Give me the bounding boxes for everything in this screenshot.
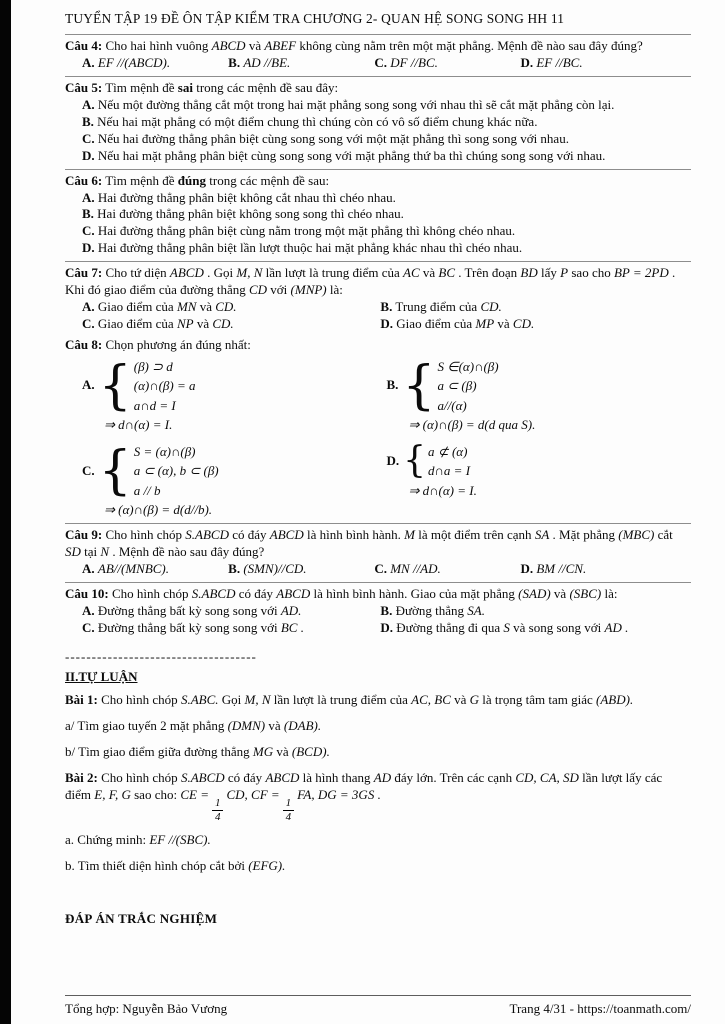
q5-option-b-key: B. (82, 113, 94, 129)
footer-row (65, 1001, 691, 1018)
question-9-text: Cho hình chóp S.ABCD có đáy ABCD là hình bình hành. M là một điểm trên cạnh SA . Mặt phẳng (MBC) cắt SD tại N . Mệnh đề nào sau đây đúng? (65, 527, 673, 560)
case-line: a ⊄ (α) (428, 443, 468, 459)
q10-option-a-key: A. (82, 602, 95, 618)
section-divider (65, 34, 691, 35)
q6-option-d-text: Hai đường thẳng phân biệt lần lượt thuộc hai mặt phẳng khác nhau thì chéo nhau. (97, 240, 523, 256)
q4-option-b-text: AD //BE. (243, 55, 291, 71)
page-content (65, 6, 691, 928)
q5-option-a-text: Nếu một đường thẳng cắt một trong hai mặt phẳng song song với nhau thì sẽ cắt mặt phẳng còn lại. (97, 97, 615, 113)
section-divider (65, 169, 691, 170)
q7-option-b-key: B. (380, 298, 393, 314)
q8-option-c-conclusion: ⇒ (α)∩(β) = d(d//b). (104, 502, 213, 518)
q8-option-c-key: C. (82, 462, 95, 478)
q7-option-d-key: D. (380, 315, 394, 331)
exercise-2-item-b: b. Tìm thiết diện hình chóp cắt bởi (EFG). (65, 857, 286, 873)
question-9-options (65, 561, 691, 578)
q6-option-a-key: A. (82, 189, 95, 205)
q5-option-c-text: Nếu hai đường thẳng phân biệt cùng song song với một mặt phẳng thì song song với nhau. (97, 130, 569, 146)
footer-author: Tổng hợp: Nguyễn Bảo Vương (65, 1001, 228, 1017)
q10-option-a-text: Đường thẳng bất kỳ song song với AD. (97, 602, 302, 618)
q8-option-b-key: B. (386, 377, 399, 393)
q7-option-d-text: Giao điểm của MP và CD. (396, 315, 535, 331)
exercise-2 (65, 770, 691, 875)
question-7-label: Câu 7: (65, 265, 103, 281)
q7-option-c-text: Giao điểm của NP và CD. (97, 315, 234, 331)
question-7-text: Cho tứ diện ABCD . Gọi M, N lần lượt là trung điểm của AC và BC . Trên đoạn BD lấy P sao cho BP = 2PD . Khi đó giao điểm của đường thẳng CD với (MNP) là: (65, 265, 676, 297)
question-8-label: Câu 8: (65, 336, 103, 352)
q9-option-d-key: D. (520, 561, 534, 577)
q5-option-b (82, 114, 691, 131)
question-6-stem (65, 173, 691, 190)
q7-option-c-key: C. (82, 315, 95, 331)
case-line: a//(α) (437, 397, 467, 413)
question-8-options (65, 357, 691, 520)
q6-option-c-text: Hai đường thẳng phân biệt cùng nằm trong một mặt phẳng thì không chéo nhau. (97, 223, 516, 239)
question-6-text: Tìm mệnh đề đúng trong các mệnh đề sau: (105, 172, 330, 188)
q6-option-d-key: D. (82, 240, 95, 256)
exercise-1-item-b: b/ Tìm giao điểm giữa đường thẳng MG và (BCD). (65, 744, 330, 760)
q6-option-b-key: B. (82, 206, 94, 222)
exercise-2-text-3: FA, DG = 3GS . (297, 787, 381, 803)
q9-option-b-text: (SMN)//CD. (243, 561, 307, 577)
left-brace: { (402, 355, 436, 416)
q5-option-d (82, 148, 691, 165)
q4-option-a-key: A. (82, 55, 95, 71)
exercise-1-label: Bài 1: (65, 692, 98, 708)
q10-option-b-text: Đường thẳng SA. (395, 602, 485, 618)
question-5-text: Tìm mệnh đề sai trong các mệnh đề sau đây: (105, 80, 339, 96)
q10-option-a (82, 603, 380, 620)
question-5-options (65, 97, 691, 165)
question-6-options (65, 190, 691, 258)
exercise-2-text-1: Cho hình chóp S.ABCD có đáy ABCD là hình thang AD đáy lớn. Trên các cạnh CD, CA, SD lần lượt lấy các điểm E, F, G sao cho: CE = (65, 770, 663, 803)
document-title: TUYỂN TẬP 19 ĐỀ ÔN TẬP KIỂM TRA CHƯƠNG 2- QUAN HỆ SONG SONG HH 11 (65, 11, 565, 26)
q10-option-b (380, 603, 691, 620)
q10-option-c (82, 620, 380, 637)
q6-option-b-text: Hai đường thẳng phân biệt không song song thì chéo nhau. (97, 206, 404, 222)
case-line: S = (α)∩(β) (133, 443, 196, 459)
q5-option-d-key: D. (82, 147, 95, 163)
footer-divider (65, 995, 691, 996)
fraction-numerator: 1 (283, 798, 295, 811)
q8-option-a-key: A. (82, 377, 95, 393)
q7-option-a-text: Giao điểm của MN và CD. (97, 298, 237, 314)
fraction-one-fourth (212, 798, 224, 823)
q4-option-d-text: EF //BC. (536, 55, 583, 71)
q6-option-c-key: C. (82, 223, 95, 239)
q5-option-c (82, 131, 691, 148)
left-brace: { (98, 441, 132, 502)
section-divider (65, 582, 691, 583)
q9-option-b (228, 561, 374, 578)
question-9-label: Câu 9: (65, 527, 103, 543)
q9-option-c (374, 561, 520, 578)
fraction-numerator: 1 (212, 798, 224, 811)
essay-section-heading: II.TỰ LUẬN (65, 668, 138, 684)
exercise-1 (65, 692, 691, 761)
q6-option-d (82, 240, 691, 257)
q10-option-d-key: D. (380, 619, 394, 635)
q10-option-b-key: B. (380, 602, 393, 618)
question-5 (65, 80, 691, 164)
q9-option-b-key: B. (228, 561, 241, 577)
question-4-text: Cho hai hình vuông ABCD và ABEF không cùng nằm trên một mặt phẳng. Mệnh đề nào sau đây đúng? (105, 38, 643, 54)
q9-option-a (82, 561, 228, 578)
q8-option-d-conclusion: ⇒ d∩(α) = I. (408, 482, 477, 498)
exercise-1-item-a: a/ Tìm giao tuyến 2 mặt phẳng (DMN) và (DAB). (65, 718, 322, 734)
fraction-one-fourth (283, 798, 295, 823)
q8-option-a-system (82, 357, 387, 416)
q6-option-a (82, 190, 691, 207)
case-line: S ∈(α)∩(β) (437, 358, 499, 374)
case-line: (α)∩(β) = a (133, 378, 196, 394)
q8-option-b (387, 357, 692, 434)
q6-option-b (82, 206, 691, 223)
q10-option-c-text: Đường thẳng bất kỳ song song với BC . (97, 619, 304, 635)
fraction-denominator: 4 (214, 811, 221, 824)
case-line: a ⊂ (β) (437, 378, 477, 394)
case-line: d∩a = I (428, 463, 471, 479)
question-10-options (65, 603, 691, 637)
question-7-stem (65, 265, 691, 299)
q8-option-b-conclusion: ⇒ (α)∩(β) = d(d qua S). (408, 417, 536, 433)
case-line: (β) ⊃ d (133, 358, 173, 374)
q8-option-d-key: D. (386, 453, 400, 468)
q8-option-c-system (82, 442, 387, 501)
q9-option-d (520, 561, 691, 578)
footer-page-number: Trang 4/31 - https://toanmath.com/ (509, 1001, 691, 1017)
q4-option-c (374, 55, 520, 72)
section-divider (65, 523, 691, 524)
q4-option-d-key: D. (520, 55, 534, 71)
q5-option-a-key: A. (82, 97, 95, 113)
q4-option-a-text: EF //(ABCD). (97, 55, 171, 71)
q5-option-b-text: Nếu hai mặt phẳng có một điểm chung thì chúng còn có vô số điểm chung khác nữa. (97, 113, 538, 129)
q4-option-b-key: B. (228, 55, 241, 71)
dashed-separator: ------------------------------------ (65, 648, 257, 664)
question-4-options (65, 55, 691, 72)
exercise-1-stem (65, 692, 691, 709)
q9-option-c-text: MN //AD. (390, 561, 441, 577)
question-10-stem (65, 586, 691, 603)
q4-option-b (228, 55, 374, 72)
question-4 (65, 38, 691, 72)
scan-black-left-edge (0, 0, 11, 1024)
q9-option-d-text: BM //CN. (536, 561, 587, 577)
question-6-label: Câu 6: (65, 172, 103, 188)
question-10 (65, 586, 691, 637)
section-divider (65, 261, 691, 262)
question-8-text: Chọn phương án đúng nhất: (105, 336, 251, 352)
q5-option-d-text: Nếu hai mặt phẳng phân biệt cùng song song với mặt phẳng thứ ba thì chúng song song với nhau. (97, 147, 606, 163)
exercise-2-text-2: CD, CF = (226, 787, 280, 803)
q4-option-c-text: DF //BC. (390, 55, 438, 71)
q5-option-c-key: C. (82, 130, 95, 146)
q7-option-a-key: A. (82, 298, 95, 314)
q10-option-d-text: Đường thẳng đi qua S và song song với AD . (396, 619, 629, 635)
q8-option-a-conclusion: ⇒ d∩(α) = I. (104, 417, 173, 433)
section-divider (65, 76, 691, 77)
case-line: a // b (133, 482, 161, 498)
question-5-label: Câu 5: (65, 80, 103, 96)
q8-option-a-lines (134, 357, 196, 416)
q4-option-c-key: C. (374, 55, 387, 71)
q7-option-b-text: Trung điểm của CD. (395, 298, 502, 314)
q9-option-c-key: C. (374, 561, 387, 577)
q9-option-a-key: A. (82, 561, 95, 577)
q6-option-c (82, 223, 691, 240)
question-8-stem (65, 337, 691, 354)
question-9 (65, 527, 691, 578)
q4-option-a (82, 55, 228, 72)
q8-option-b-system (387, 357, 692, 416)
exercise-2-label: Bài 2: (65, 770, 98, 786)
answer-key-heading: ĐÁP ÁN TRẮC NGHIỆM (65, 910, 218, 926)
exercise-2-item-a: a. Chứng minh: EF //(SBC). (65, 832, 211, 848)
q4-option-d (520, 55, 691, 72)
q7-option-a (82, 299, 380, 316)
q9-option-a-text: AB//(MNBC). (97, 561, 170, 577)
q10-option-d (380, 620, 691, 637)
page-footer (65, 995, 691, 1018)
question-7-options (65, 299, 691, 333)
case-line: a ⊂ (α), b ⊂ (β) (133, 463, 219, 479)
q8-option-d-lines (428, 442, 470, 481)
exercise-1-text: Cho hình chóp S.ABC. Gọi M, N lần lượt là trung điểm của AC, BC và G là trọng tâm tam giác (ABD). (101, 692, 634, 708)
question-9-stem (65, 527, 691, 561)
q8-option-c (82, 442, 387, 519)
left-brace: { (98, 355, 132, 416)
question-8 (65, 337, 691, 520)
question-10-text: Cho hình chóp S.ABCD có đáy ABCD là hình bình hành. Giao của mặt phẳng (SAD) và (SBC) là: (111, 586, 618, 602)
q7-option-b (380, 299, 691, 316)
question-4-stem (65, 38, 691, 55)
fraction-denominator: 4 (285, 811, 292, 824)
q6-option-a-text: Hai đường thẳng phân biệt không cắt nhau thì chéo nhau. (97, 189, 396, 205)
q8-option-a (82, 357, 387, 434)
q8-option-d-system (387, 442, 692, 481)
q5-option-a (82, 97, 691, 114)
q8-option-c-lines (134, 442, 219, 501)
q7-option-d (380, 316, 691, 333)
question-10-label: Câu 10: (65, 586, 109, 602)
question-7 (65, 265, 691, 333)
left-brace: { (403, 440, 427, 482)
q8-option-d (387, 442, 692, 519)
q10-option-c-key: C. (82, 619, 95, 635)
exercise-2-stem (65, 770, 691, 823)
question-6 (65, 173, 691, 257)
question-5-stem (65, 80, 691, 97)
question-4-label: Câu 4: (65, 38, 103, 54)
case-line: a∩d = I (133, 397, 176, 413)
q7-option-c (82, 316, 380, 333)
q8-option-b-lines (438, 357, 499, 416)
